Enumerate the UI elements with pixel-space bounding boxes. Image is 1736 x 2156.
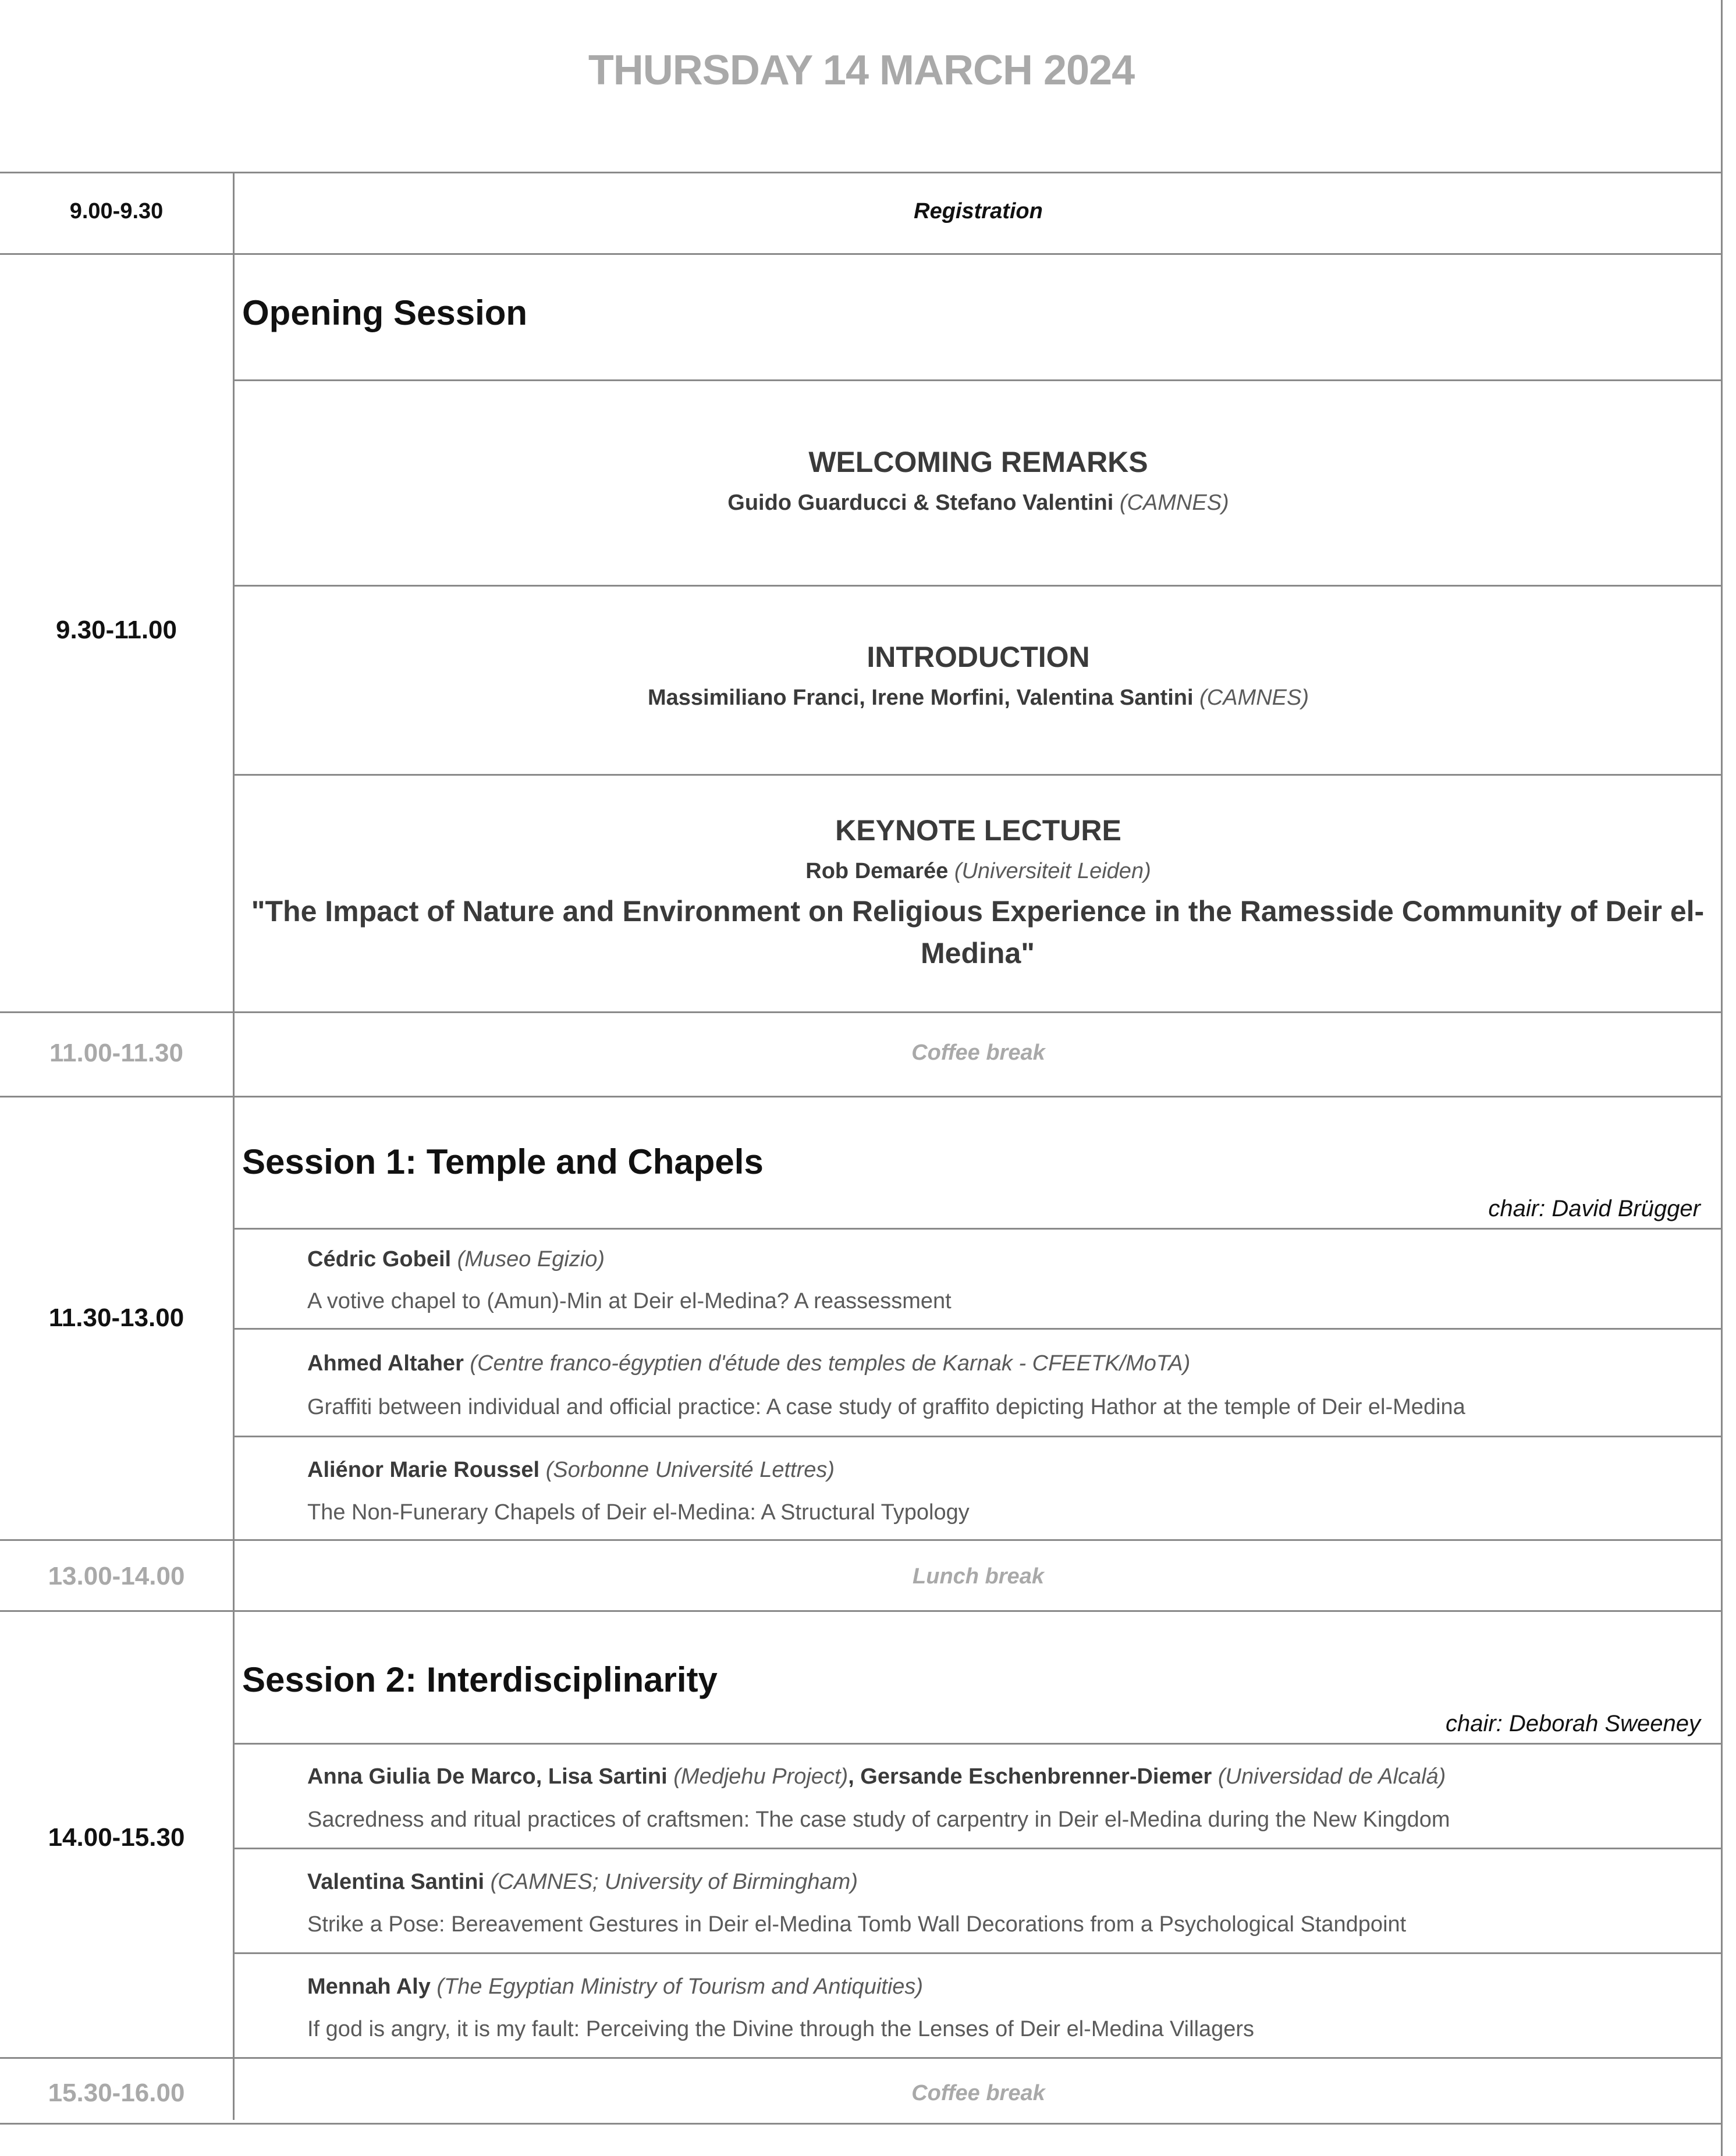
speaker-name: Aliénor Marie Roussel — [307, 1458, 540, 1482]
keynote-speaker-name: Rob Demarée — [805, 859, 949, 883]
row-divider — [234, 1436, 1723, 1437]
keynote-heading: KEYNOTE LECTURE — [835, 814, 1121, 847]
speaker-name-2: , Gersande Eschenbrenner-Diemer — [848, 1764, 1212, 1789]
row-divider — [0, 1011, 1723, 1013]
talk-speaker — [307, 1351, 1190, 1376]
speaker-affiliation: (Medjehu Project) — [673, 1764, 849, 1789]
speaker-affiliation: (Centre franco-égyptien d'étude des temples de Karnak - CFEETK/MoTA) — [470, 1351, 1191, 1376]
keynote-affiliation: (Universiteit Leiden) — [954, 859, 1151, 883]
keynote-title-line-1: "The Impact of Nature and Environment on Religious Experience in the Ramesside Community of Deir el- — [251, 895, 1705, 928]
row-divider — [0, 2057, 1723, 2059]
session-1-chair: chair: David Brügger — [1488, 1196, 1701, 1221]
row-divider — [234, 1743, 1723, 1745]
session-2-title: Session 2: Interdisciplinarity — [242, 1660, 718, 1699]
keynote-title-line-2: Medina" — [921, 937, 1035, 969]
keynote-title — [250, 890, 1705, 974]
intro-speaker-names: Massimiliano Franci, Irene Morfini, Valentina Santini — [647, 685, 1194, 710]
coffee-break-1-label: Coffee break — [911, 1040, 1045, 1065]
speaker-name: Mennah Aly — [307, 1974, 431, 1999]
coffee-break-2-label: Coffee break — [911, 2081, 1045, 2105]
row-divider — [0, 1610, 1723, 1612]
speaker-affiliation: (Sorbonne Université Lettres) — [545, 1458, 835, 1482]
row-divider — [234, 379, 1723, 381]
keynote-speaker — [234, 859, 1723, 884]
speaker-affiliation: (The Egyptian Ministry of Tourism and Antiquities) — [436, 1974, 924, 1999]
talk-title: The Non-Funerary Chapels of Deir el-Medina: A Structural Typology — [307, 1500, 970, 1525]
row-divider — [234, 1848, 1723, 1849]
speaker-name: Ahmed Altaher — [307, 1351, 464, 1376]
talk-title: If god is angry, it is my fault: Perceiving the Divine through the Lenses of Deir el-Medina Villagers — [307, 2017, 1255, 2041]
intro-speaker — [234, 685, 1723, 711]
row-divider — [234, 1228, 1723, 1230]
row-divider — [234, 1328, 1723, 1330]
session-1-title: Session 1: Temple and Chapels — [242, 1142, 764, 1181]
talk-title: A votive chapel to (Amun)-Min at Deir el-Medina? A reassessment — [307, 1289, 952, 1313]
talk-title: Graffiti between individual and official practice: A case study of graffito depicting Hathor at the temple of Deir el-Medina — [307, 1395, 1465, 1419]
talk-speaker — [307, 1764, 1446, 1789]
intro-affiliation: (CAMNES) — [1199, 685, 1309, 710]
talk-speaker — [307, 1247, 605, 1272]
row-divider — [234, 774, 1723, 776]
welcome-speaker — [234, 491, 1723, 516]
welcome-speaker-name: Guido Guarducci & Stefano Valentini — [727, 491, 1114, 515]
coffee-break-1-time: 11.00-11.30 — [49, 1039, 183, 1067]
welcome-affiliation: (CAMNES) — [1119, 491, 1229, 515]
coffee-break-2-time: 15.30-16.00 — [48, 2079, 185, 2107]
talk-speaker — [307, 1870, 858, 1895]
speaker-affiliation: (Museo Egizio) — [457, 1247, 605, 1271]
opening-session-title: Opening Session — [242, 293, 528, 332]
lunch-break-label: Lunch break — [913, 1564, 1044, 1589]
row-divider — [234, 1952, 1723, 1954]
session-2-time: 14.00-15.30 — [48, 1823, 185, 1852]
talk-speaker — [307, 1974, 923, 1999]
opening-time: 9.30-11.00 — [56, 616, 177, 644]
speaker-name: Valentina Santini — [307, 1870, 485, 1894]
talk-speaker — [307, 1458, 835, 1483]
session-1-time: 11.30-13.00 — [48, 1303, 184, 1332]
registration-label: Registration — [914, 199, 1043, 223]
speaker-affiliation: (CAMNES; University of Birmingham) — [490, 1870, 858, 1894]
registration-time: 9.00-9.30 — [69, 199, 164, 223]
intro-heading: INTRODUCTION — [867, 641, 1090, 673]
talk-title: Strike a Pose: Bereavement Gestures in Deir el-Medina Tomb Wall Decorations from a Psychological Standpoint — [307, 1912, 1407, 1937]
speaker-name: Cédric Gobeil — [307, 1247, 452, 1271]
row-divider — [234, 585, 1723, 587]
speaker-affiliation-2: (Universidad de Alcalá) — [1217, 1764, 1446, 1789]
row-divider — [0, 1539, 1723, 1541]
speaker-name: Anna Giulia De Marco, Lisa Sartini — [307, 1764, 668, 1789]
day-title: THURSDAY 14 MARCH 2024 — [588, 47, 1135, 94]
lunch-break-time: 13.00-14.00 — [48, 1562, 185, 1590]
row-divider — [0, 2123, 1723, 2125]
row-divider — [0, 172, 1723, 173]
welcome-heading: WELCOMING REMARKS — [808, 446, 1148, 478]
session-2-chair: chair: Deborah Sweeney — [1445, 1711, 1701, 1736]
talk-title: Sacredness and ritual practices of craftsmen: The case study of carpentry in Deir el-Medina during the New Kingdom — [307, 1807, 1450, 1832]
row-divider — [0, 1096, 1723, 1097]
row-divider — [0, 253, 1723, 255]
